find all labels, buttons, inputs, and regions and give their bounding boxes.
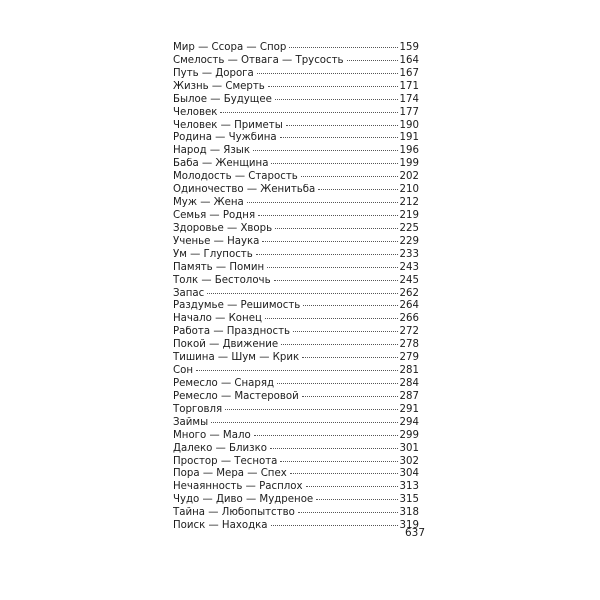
toc-entry <box>173 184 419 197</box>
dot-leader <box>253 150 398 151</box>
toc-entry-title: Пора — Мера — Спех <box>173 468 287 480</box>
dot-leader <box>281 344 397 345</box>
toc-entry-page: 272 <box>399 326 419 338</box>
toc-entry-title: Муж — Жена <box>173 197 244 209</box>
toc-entry <box>173 197 419 210</box>
dot-leader <box>302 396 398 397</box>
dot-leader <box>280 461 397 462</box>
toc-entry-page: 319 <box>399 520 419 532</box>
dot-leader <box>267 267 397 268</box>
toc-entry-title: Тишина — Шум — Крик <box>173 352 300 364</box>
toc-entry-page: 264 <box>399 300 419 312</box>
toc-entry-title: Родина — Чужбина <box>173 132 277 144</box>
dot-leader <box>316 499 397 500</box>
toc-entry-title: Семья — Родня <box>173 209 256 221</box>
toc-entry <box>173 107 419 120</box>
toc-entry <box>173 120 419 133</box>
dot-leader <box>262 241 397 242</box>
toc-entry-page: 167 <box>399 67 419 79</box>
dot-leader <box>286 125 398 126</box>
toc-entry <box>173 94 419 107</box>
toc-entry <box>173 262 419 275</box>
toc-entry <box>173 275 419 288</box>
toc-entry-page: 190 <box>399 119 419 131</box>
toc-entry <box>173 339 419 352</box>
toc-entry-page: 159 <box>399 42 419 53</box>
toc-entry-title: Ремесло — Снаряд <box>173 377 275 389</box>
toc-entry <box>173 132 419 145</box>
dot-leader <box>258 215 397 216</box>
dot-leader <box>196 370 398 371</box>
dot-leader <box>347 60 398 61</box>
dot-leader <box>275 99 398 100</box>
dot-leader <box>257 73 398 74</box>
toc-entry-page: 177 <box>399 106 419 118</box>
toc-entry <box>173 507 419 520</box>
toc-entry-title: Смелость — Отвага — Трусость <box>173 54 344 66</box>
dot-leader <box>225 409 397 410</box>
toc-entry <box>173 481 419 494</box>
toc-entry <box>173 365 419 378</box>
toc-entry-title: Чудо — Диво — Мудреное <box>173 494 314 506</box>
toc-entry <box>173 249 419 262</box>
toc-entry-title: Жизнь — Смерть <box>173 80 265 92</box>
dot-leader <box>303 305 397 306</box>
toc-entry-page: 164 <box>399 54 419 66</box>
toc-entry <box>173 468 419 481</box>
toc-entry-page: 174 <box>399 93 419 105</box>
page-number: 637 <box>405 527 426 539</box>
dot-leader <box>265 318 398 319</box>
toc-entry-page: 219 <box>399 209 419 221</box>
toc-entry-title: Сон <box>173 365 194 377</box>
toc-entry-title: Народ — Язык <box>173 145 251 157</box>
dot-leader <box>256 254 398 255</box>
toc-entry-title: Одиночество — Женитьба <box>173 184 316 196</box>
toc-entry-page: 191 <box>399 132 419 144</box>
toc-entry <box>173 223 419 236</box>
toc-entry-page: 287 <box>399 390 419 402</box>
dot-leader <box>270 448 398 449</box>
toc-entry-title: Начало — Конец <box>173 313 262 325</box>
dot-leader <box>301 176 398 177</box>
toc-entry <box>173 288 419 301</box>
toc-entry-title: Былое — Будущее <box>173 93 272 105</box>
toc-entry-page: 262 <box>399 287 419 299</box>
toc-entry <box>173 171 419 184</box>
toc-entry <box>173 145 419 158</box>
toc-entry-page: 245 <box>399 274 419 286</box>
dot-leader <box>207 293 397 294</box>
toc-entry-page: 315 <box>399 494 419 506</box>
toc-entry-page: 229 <box>399 235 419 247</box>
toc-entry-page: 212 <box>399 197 419 209</box>
toc-entry-page: 210 <box>399 184 419 196</box>
toc-entry-title: Путь — Дорога <box>173 67 254 79</box>
toc-entry <box>173 236 419 249</box>
toc-entry-title: Ремесло — Мастеровой <box>173 390 299 402</box>
toc-entry-page: 243 <box>399 261 419 273</box>
dot-leader <box>268 86 398 87</box>
dot-leader <box>271 525 398 526</box>
table-of-contents <box>173 42 419 533</box>
toc-entry-title: Работа — Праздность <box>173 326 291 338</box>
dot-leader <box>298 512 398 513</box>
toc-entry-title: Покой — Движение <box>173 339 279 351</box>
toc-entry-title: Раздумье — Решимость <box>173 300 301 312</box>
dot-leader <box>211 422 397 423</box>
toc-entry <box>173 352 419 365</box>
toc-entry <box>173 456 419 469</box>
dot-leader <box>306 486 398 487</box>
toc-entry-page: 281 <box>399 365 419 377</box>
dot-leader <box>290 473 398 474</box>
toc-entry-page: 199 <box>399 158 419 170</box>
dot-leader <box>289 47 397 48</box>
dot-leader <box>293 331 398 332</box>
toc-entry-page: 301 <box>399 442 419 454</box>
toc-entry-title: Человек <box>173 106 218 118</box>
toc-entry-page: 225 <box>399 222 419 234</box>
toc-entry-page: 279 <box>399 352 419 364</box>
dot-leader <box>220 112 397 113</box>
toc-entry-title: Запас <box>173 287 205 299</box>
toc-entry <box>173 391 419 404</box>
toc-entry-title: Нечаянность — Расплох <box>173 481 303 493</box>
toc-entry-page: 304 <box>399 468 419 480</box>
toc-entry-page: 171 <box>399 80 419 92</box>
toc-entry-title: Тайна — Любопытство <box>173 507 295 519</box>
toc-entry <box>173 68 419 81</box>
toc-entry-title: Поиск — Находка <box>173 520 268 532</box>
toc-entry-title: Баба — Женщина <box>173 158 269 170</box>
dot-leader <box>247 202 398 203</box>
toc-entry-page: 318 <box>399 507 419 519</box>
toc-entry <box>173 210 419 223</box>
toc-entry-title: Толк — Бестолочь <box>173 274 271 286</box>
toc-entry-title: Человек — Приметы <box>173 119 283 131</box>
toc-entry-title: Много — Мало <box>173 429 251 441</box>
dot-leader <box>254 435 398 436</box>
toc-entry <box>173 55 419 68</box>
dot-leader <box>318 189 397 190</box>
toc-entry <box>173 430 419 443</box>
dot-leader <box>275 228 397 229</box>
toc-entry <box>173 81 419 94</box>
toc-entry <box>173 417 419 430</box>
toc-entry-title: Ученье — Наука <box>173 235 260 247</box>
toc-entry-title: Память — Помин <box>173 261 265 273</box>
toc-entry-title: Здоровье — Хворь <box>173 222 273 234</box>
toc-entry-page: 278 <box>399 339 419 351</box>
dot-leader <box>271 163 397 164</box>
dot-leader <box>280 137 398 138</box>
toc-entry-title: Мир — Ссора — Спор <box>173 42 287 53</box>
dot-leader <box>302 357 397 358</box>
toc-entry-title: Займы <box>173 416 209 428</box>
toc-entry-page: 294 <box>399 416 419 428</box>
toc-entry-title: Далеко — Близко <box>173 442 267 454</box>
toc-entry-page: 284 <box>399 377 419 389</box>
toc-entry-title: Молодость — Старость <box>173 171 298 183</box>
dot-leader <box>277 383 398 384</box>
toc-entry-page: 202 <box>399 171 419 183</box>
toc-entry-title: Простор — Теснота <box>173 455 278 467</box>
toc-entry-page: 313 <box>399 481 419 493</box>
toc-entry <box>173 158 419 171</box>
toc-entry-page: 233 <box>399 248 419 260</box>
toc-entry <box>173 378 419 391</box>
toc-entry <box>173 520 419 533</box>
toc-entry-page: 196 <box>399 145 419 157</box>
toc-entry-page: 299 <box>399 429 419 441</box>
toc-entry-page: 266 <box>399 313 419 325</box>
toc-entry <box>173 313 419 326</box>
toc-entry <box>173 326 419 339</box>
toc-entry-page: 291 <box>399 403 419 415</box>
dot-leader <box>274 280 398 281</box>
toc-entry <box>173 494 419 507</box>
toc-entry-title: Ум — Глупость <box>173 248 253 260</box>
toc-entry <box>173 42 419 55</box>
toc-entry-page: 302 <box>399 455 419 467</box>
toc-entry-title: Торговля <box>173 403 223 415</box>
toc-entry <box>173 300 419 313</box>
toc-entry <box>173 404 419 417</box>
toc-entry <box>173 443 419 456</box>
